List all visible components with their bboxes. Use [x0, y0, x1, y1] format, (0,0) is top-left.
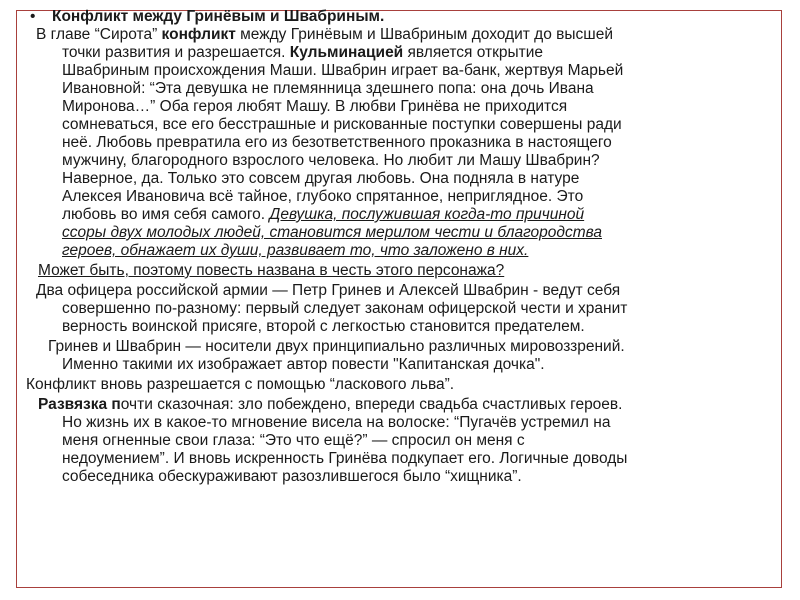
- text-line: Но жизнь их в какое-то мгновение висела на волоске: “Пугачёв устремил на: [62, 414, 611, 431]
- text-line: недоумением”. И вновь искренность Гринёва подкупает его. Логичные доводы: [62, 450, 628, 467]
- text-line: Гринев и Швабрин — носители двух принципиально различных мировоззрений.: [48, 338, 625, 355]
- emphasized-underlined-text: героев, обнажает их души, развивает то, что заложено в них.: [62, 242, 529, 259]
- emphasized-underlined-text: Девушка, послужившая когда-то причиной: [269, 206, 585, 223]
- bullet-icon: •: [30, 8, 36, 25]
- text-span: В главе “Сирота”: [36, 26, 162, 43]
- text-line: [38, 396, 774, 414]
- text-line: [38, 262, 774, 280]
- emphasized-underlined-text: ссоры двух молодых людей, становится мерилом чести и благородства: [62, 224, 602, 241]
- text-span: точки развития и разрешается.: [62, 44, 290, 61]
- text-line: верность воинской присяге, второй с легкостью становится предателем.: [62, 318, 585, 335]
- text-line: сомневаться, все его бесстрашные и рискованные поступки совершены ради: [62, 116, 622, 133]
- paragraph-question: [38, 262, 774, 280]
- bold-term: Развязка п: [38, 396, 121, 413]
- text-line: Два офицера российской армии — Петр Гринев и Алексей Швабрин - ведут себя: [36, 282, 621, 299]
- heading-text: Конфликт между Гринёвым и Швабриным.: [52, 8, 385, 25]
- text-line: Именно такими их изображает автор повести "Капитанская дочка".: [62, 356, 545, 373]
- text-span: между Гринёвым и Швабриным доходит до высшей: [235, 26, 613, 43]
- text-line: собеседника обескураживают разозлившегося было “хищника”.: [62, 468, 522, 485]
- text-span: любовь во имя себя самого.: [62, 206, 270, 223]
- text-line: Алексея Ивановича всё тайное, глубоко спрятанное, неприглядное. Это: [62, 188, 584, 205]
- text-line: Наверное, да. Только это совсем другая любовь. Она подняла в натуре: [62, 170, 580, 187]
- paragraph-officers: [36, 282, 774, 336]
- underlined-text: Может быть, поэтому повесть названа в честь этого персонажа?: [38, 262, 505, 279]
- text-line: [36, 242, 774, 260]
- text-line: [36, 26, 774, 44]
- text-line: мужчину, благородного взрослого человека. Но любит ли Машу Швабрин?: [62, 152, 600, 169]
- slide-content: [22, 8, 774, 486]
- text-line: Миронова…” Оба героя любят Машу. В любви Гринёва не приходится: [62, 98, 568, 115]
- paragraph-conflict: [36, 26, 774, 260]
- text-line: Швабриным происхождения Маши. Швабрин играет ва-банк, жертвуя Марьей: [62, 62, 624, 79]
- text-line: неё. Любовь превратила его из безответственного проказника в настоящего: [62, 134, 612, 151]
- text-span: является открытие: [403, 44, 544, 61]
- text-line: совершенно по-разному: первый следует законам офицерской чести и хранит: [62, 300, 628, 317]
- bold-term: конфликт: [161, 26, 236, 43]
- paragraph-lion: [26, 376, 774, 394]
- paragraph-worldviews: [48, 338, 774, 374]
- text-line: [36, 224, 774, 242]
- section-heading: [22, 8, 774, 26]
- text-span: очти сказочная: зло побеждено, впереди свадьба счастливых героев.: [120, 396, 623, 413]
- bold-term: Кульминацией: [289, 44, 404, 61]
- text-line: Конфликт вновь разрешается с помощью “ласкового льва”.: [26, 376, 455, 393]
- text-line: [36, 206, 774, 224]
- text-line: Ивановной: “Эта девушка не племянница здешнего попа: она дочь Ивана: [62, 80, 594, 97]
- text-line: меня огненные свои глаза: “Это что ещё?” — спросил он меня с: [62, 432, 525, 449]
- text-line: [36, 44, 774, 62]
- paragraph-denouement: [38, 396, 774, 486]
